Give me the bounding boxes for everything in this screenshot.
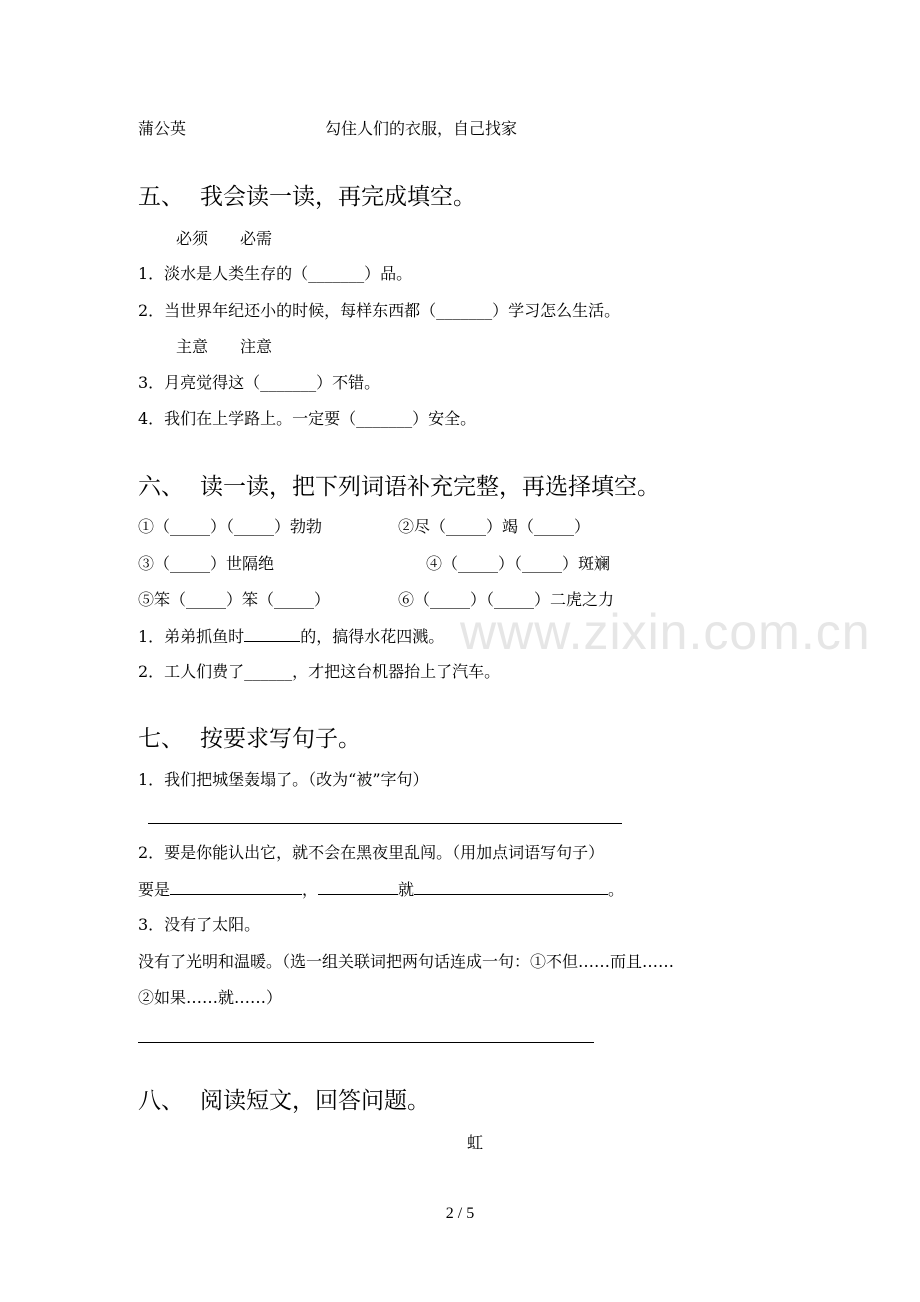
answer-blank[interactable] xyxy=(170,878,302,895)
word-choice-2: 主意 注意 xyxy=(176,337,273,356)
section-title: 我会读一读，再完成填空。 xyxy=(200,184,476,210)
question-instruction: 没有了光明和温暖。（选一组关联词把两句话连成一句：①不但……而且…… xyxy=(138,952,675,971)
idiom-item: ②尽（_____）竭（_____） xyxy=(398,517,591,536)
question: 2．要是你能认出它，就不会在黑夜里乱闯。（用加点词语写句子） xyxy=(138,843,605,862)
word-choice-1: 必须 必需 xyxy=(176,229,273,248)
fill-text: 要是 xyxy=(138,880,171,899)
section-6-heading xyxy=(138,472,660,502)
watermark: www.zixin.com.cn xyxy=(460,604,871,660)
section-title: 读一读，把下列词语补充完整，再选择填空。 xyxy=(200,474,660,500)
answer-blank[interactable] xyxy=(414,878,608,895)
question: 2．工人们费了______，才把这台机器抬上了汽车。 xyxy=(138,662,501,681)
section-8-heading xyxy=(138,1086,430,1116)
answer-line[interactable] xyxy=(148,823,622,824)
question-instruction: ②如果……就……） xyxy=(138,988,283,1007)
idiom-item: ④（_____）（_____）斑斓 xyxy=(426,554,611,573)
question: 3．没有了太阳。 xyxy=(138,915,261,934)
section-number: 八、 xyxy=(138,1088,184,1114)
fill-text: ， xyxy=(302,880,319,899)
idiom-item: ⑤笨（_____）笨（_____） xyxy=(138,590,331,609)
answer-blank[interactable] xyxy=(244,625,300,642)
section-title: 按要求写句子。 xyxy=(200,726,361,752)
question: 2．当世界年纪还小的时候，每样东西都（_______）学习怎么生活。 xyxy=(138,301,621,320)
answer-line[interactable] xyxy=(138,1042,594,1043)
question-text: 的，搞得水花四溅。 xyxy=(300,627,445,646)
match-right: 勾住人们的衣服，自己找家 xyxy=(325,119,518,138)
question: 1．我们把城堡轰塌了。（改为“被”字句） xyxy=(138,770,429,789)
passage-title: 虹 xyxy=(467,1133,484,1152)
answer-blank[interactable] xyxy=(318,878,398,895)
section-5-heading xyxy=(138,182,476,212)
idiom-item: ①（_____）（_____）勃勃 xyxy=(138,517,323,536)
section-title: 阅读短文，回答问题。 xyxy=(200,1088,430,1114)
question-text: 1．弟弟抓鱼时 xyxy=(138,627,245,646)
fill-sentence xyxy=(138,878,624,901)
idiom-item: ⑥（_____）（_____）二虎之力 xyxy=(398,590,615,609)
fill-text: 。 xyxy=(608,880,625,899)
match-left: 蒲公英 xyxy=(138,119,187,138)
idiom-item: ③（_____）世隔绝 xyxy=(138,554,275,573)
question: 3．月亮觉得这（_______）不错。 xyxy=(138,373,381,392)
section-number: 五、 xyxy=(138,184,184,210)
question: 1．淡水是人类生存的（_______）品。 xyxy=(138,264,413,283)
page-number: 2 / 5 xyxy=(445,1205,475,1222)
section-7-heading xyxy=(138,724,361,754)
section-number: 六、 xyxy=(138,474,184,500)
section-number: 七、 xyxy=(138,726,184,752)
fill-text: 就 xyxy=(398,880,415,899)
question: 4．我们在上学路上。一定要（_______）安全。 xyxy=(138,409,477,428)
question xyxy=(138,625,444,648)
